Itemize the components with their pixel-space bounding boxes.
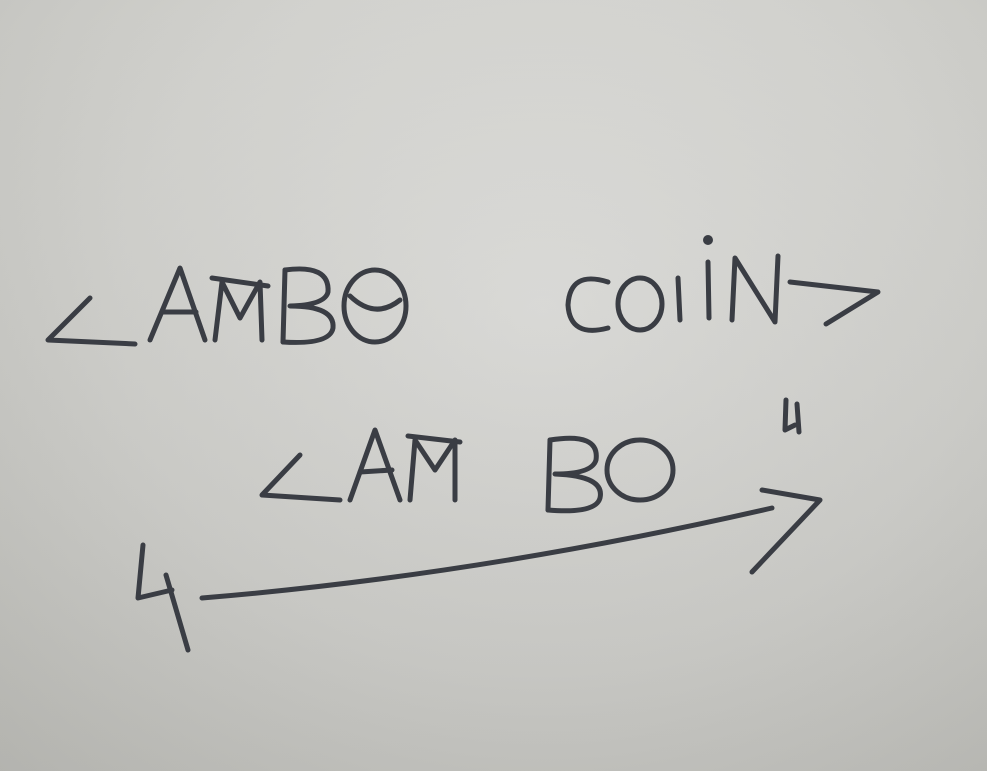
handwriting-line-2 (262, 400, 799, 511)
handwriting-arrow (138, 490, 820, 650)
handwriting-line-1 (48, 238, 878, 345)
